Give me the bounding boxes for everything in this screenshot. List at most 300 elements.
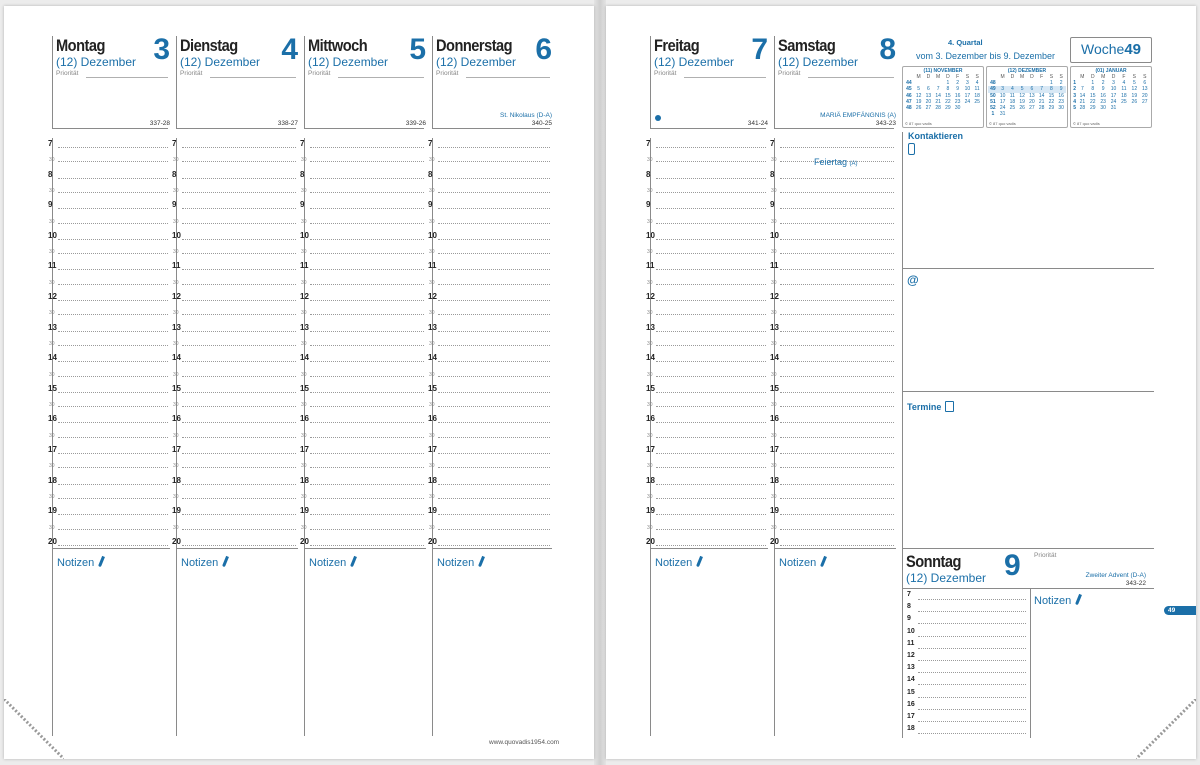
sunday-hour-line[interactable]: [918, 672, 1026, 673]
hour-line[interactable]: [438, 484, 550, 485]
mini-calendar-weekday: M: [1020, 74, 1025, 80]
hour-line[interactable]: [438, 239, 550, 240]
notes-label[interactable]: [309, 556, 355, 569]
day-note: MARIÄ EMPFÄNGNIS (A): [820, 112, 896, 119]
half-hour-label: 30: [771, 524, 777, 531]
mini-calendar-day: 30: [1058, 105, 1064, 112]
hour-line[interactable]: [780, 422, 894, 423]
hour-label: 7: [300, 139, 305, 148]
half-hour-line[interactable]: [656, 467, 766, 468]
half-hour-line[interactable]: [310, 437, 424, 438]
hour-line[interactable]: [310, 361, 424, 362]
half-hour-label: 30: [647, 371, 653, 378]
hour-label: 7: [428, 139, 433, 148]
hour-line[interactable]: [182, 208, 296, 209]
hour-line[interactable]: [438, 269, 550, 270]
half-hour-label: 30: [49, 524, 55, 531]
half-hour-line[interactable]: [438, 376, 550, 377]
hour-line[interactable]: [182, 239, 296, 240]
half-hour-label: 30: [173, 340, 179, 347]
hour-line[interactable]: [438, 208, 550, 209]
sunday-hour-line[interactable]: [918, 660, 1026, 661]
half-hour-label: 30: [429, 187, 435, 194]
half-hour-line[interactable]: [182, 223, 296, 224]
half-hour-line[interactable]: [310, 376, 424, 377]
sunday-hour-label: 10: [907, 627, 915, 635]
hour-line[interactable]: [58, 514, 168, 515]
half-hour-line[interactable]: [182, 345, 296, 346]
half-hour-label: 30: [49, 432, 55, 439]
hour-label: 9: [770, 200, 775, 210]
notes-column-divider: [304, 548, 305, 736]
half-hour-line[interactable]: [438, 529, 550, 530]
half-hour-label: 30: [429, 249, 435, 256]
hour-line[interactable]: [656, 361, 766, 362]
day-date: (12) Dezember: [56, 55, 137, 69]
mini-calendar-week: 2: [1073, 86, 1076, 93]
hour-label: 20: [172, 536, 181, 546]
half-hour-line[interactable]: [656, 253, 766, 254]
half-hour-line[interactable]: [58, 161, 168, 162]
quarter-title: 4. Quartal: [948, 38, 983, 47]
half-hour-line[interactable]: [182, 284, 296, 285]
half-hour-line[interactable]: [58, 437, 168, 438]
hour-line[interactable]: [656, 545, 766, 546]
hour-line[interactable]: [310, 269, 424, 270]
half-hour-line[interactable]: [182, 529, 296, 530]
hour-line[interactable]: [310, 147, 424, 148]
hour-line[interactable]: [780, 514, 894, 515]
half-hour-line[interactable]: [438, 284, 550, 285]
hour-label: 18: [300, 475, 309, 485]
hour-label: 14: [428, 353, 437, 363]
half-hour-label: 30: [49, 157, 55, 164]
hour-line[interactable]: [310, 422, 424, 423]
half-hour-line[interactable]: [182, 253, 296, 254]
half-hour-line[interactable]: [182, 376, 296, 377]
half-hour-label: 30: [771, 310, 777, 317]
mini-calendar-day: 7: [1080, 86, 1084, 93]
sunday-hour-line[interactable]: [918, 684, 1026, 685]
half-hour-line[interactable]: [58, 467, 168, 468]
mini-calendar-weekday: M: [1101, 74, 1106, 80]
mini-calendar-day: 29: [1089, 105, 1096, 112]
appointments-label: [907, 401, 954, 412]
mini-calendar-week: 50: [990, 92, 996, 99]
hour-line[interactable]: [656, 453, 766, 454]
half-hour-line[interactable]: [656, 498, 766, 499]
mini-calendar-weekday: M: [1080, 74, 1085, 80]
half-hour-line[interactable]: [438, 345, 550, 346]
hour-line[interactable]: [182, 453, 296, 454]
hour-line[interactable]: [438, 453, 550, 454]
half-hour-line[interactable]: [780, 376, 894, 377]
mini-calendar-day: 11: [1121, 86, 1127, 93]
hour-line[interactable]: [438, 361, 550, 362]
half-hour-line[interactable]: [310, 314, 424, 315]
half-hour-line[interactable]: [438, 253, 550, 254]
half-hour-line[interactable]: [310, 161, 424, 162]
hour-line[interactable]: [58, 331, 168, 332]
hour-label: 11: [300, 261, 309, 271]
friday-bullet: [655, 115, 661, 121]
hour-line[interactable]: [438, 300, 550, 301]
sunday-hour-line[interactable]: [918, 611, 1026, 612]
day-header: [180, 33, 300, 132]
hour-line[interactable]: [310, 453, 424, 454]
hour-line[interactable]: [310, 484, 424, 485]
mini-calendar-week: 48: [906, 105, 912, 112]
notes-label[interactable]: [655, 556, 701, 569]
hour-line[interactable]: [656, 422, 766, 423]
hour-line[interactable]: [182, 514, 296, 515]
mini-calendar-day: 20: [1141, 92, 1148, 99]
mini-calendar-day: 31: [999, 111, 1006, 118]
half-hour-line[interactable]: [58, 192, 168, 193]
half-hour-line[interactable]: [182, 161, 296, 162]
day-name: Donnerstag: [436, 36, 513, 55]
hour-line[interactable]: [310, 331, 424, 332]
hour-label: 13: [300, 322, 309, 332]
half-hour-line[interactable]: [58, 406, 168, 407]
half-hour-line[interactable]: [656, 192, 766, 193]
hour-line[interactable]: [182, 269, 296, 270]
hour-line[interactable]: [58, 361, 168, 362]
hour-line[interactable]: [58, 147, 168, 148]
half-hour-line[interactable]: [58, 223, 168, 224]
hour-line[interactable]: [780, 361, 894, 362]
half-hour-line[interactable]: [182, 467, 296, 468]
half-hour-line[interactable]: [656, 437, 766, 438]
hour-line[interactable]: [656, 484, 766, 485]
half-hour-line[interactable]: [656, 529, 766, 530]
hour-line[interactable]: [182, 422, 296, 423]
half-hour-label: 30: [173, 524, 179, 531]
half-hour-line[interactable]: [438, 161, 550, 162]
half-hour-line[interactable]: [656, 376, 766, 377]
hour-line[interactable]: [780, 484, 894, 485]
mini-calendar-week: 47: [906, 98, 912, 105]
priority-line: [210, 77, 296, 78]
half-hour-label: 30: [771, 340, 777, 347]
hour-label: 17: [646, 445, 655, 454]
half-hour-line[interactable]: [780, 467, 894, 468]
hour-line[interactable]: [182, 484, 296, 485]
mini-calendar-day: 24: [964, 98, 971, 105]
mini-calendar-week: 5: [1073, 105, 1076, 112]
hour-line[interactable]: [438, 147, 550, 148]
half-hour-line[interactable]: [656, 406, 766, 407]
hour-line[interactable]: [780, 239, 894, 240]
day-code: 338-27: [277, 120, 298, 127]
mini-calendar-week: 1: [1073, 80, 1076, 87]
half-hour-label: 30: [49, 371, 55, 378]
hour-line[interactable]: [310, 514, 424, 515]
half-hour-line[interactable]: [438, 437, 550, 438]
half-hour-line[interactable]: [438, 498, 550, 499]
corner-elastic-right: [1136, 699, 1196, 759]
sunday-hour-line[interactable]: [918, 648, 1026, 649]
half-hour-line[interactable]: [780, 345, 894, 346]
sunday-notes-label[interactable]: [1034, 594, 1080, 607]
half-hour-line[interactable]: [780, 498, 894, 499]
day-code: 343-22: [1125, 580, 1146, 587]
half-hour-line[interactable]: [310, 406, 424, 407]
mini-calendar-day: 3: [965, 80, 969, 87]
hour-label: 16: [646, 414, 655, 424]
hour-line[interactable]: [310, 545, 424, 546]
sunday-hour-line[interactable]: [918, 733, 1026, 734]
half-hour-line[interactable]: [58, 498, 168, 499]
holiday-text: Feiertag: [814, 157, 848, 167]
half-hour-line[interactable]: [58, 529, 168, 530]
mini-calendar-week: 45: [906, 86, 912, 93]
hour-line[interactable]: [182, 545, 296, 546]
week-box: [1070, 37, 1152, 63]
priority-label: Priorität: [308, 70, 331, 77]
half-hour-line[interactable]: [182, 498, 296, 499]
hour-label: 15: [428, 383, 437, 393]
hour-line[interactable]: [780, 208, 894, 209]
half-hour-line[interactable]: [780, 529, 894, 530]
mini-calendar-day: 11: [1009, 92, 1015, 99]
half-hour-line[interactable]: [58, 376, 168, 377]
hour-line[interactable]: [58, 422, 168, 423]
sunday-hour-label: 15: [907, 688, 915, 696]
hour-label: 12: [428, 292, 437, 301]
pen-icon: [98, 556, 105, 567]
mini-calendar-day: 18: [1009, 98, 1016, 105]
hour-line[interactable]: [58, 300, 168, 301]
notes-label[interactable]: [181, 556, 227, 569]
half-hour-label: 30: [173, 187, 179, 194]
half-hour-line[interactable]: [656, 345, 766, 346]
half-hour-line[interactable]: [438, 223, 550, 224]
mini-calendar-weekday: D: [1030, 74, 1034, 80]
mini-calendar-day: 10: [999, 92, 1006, 99]
day-name: Montag: [56, 36, 105, 55]
mini-calendar-weekday: F: [1040, 74, 1044, 80]
half-hour-line[interactable]: [656, 223, 766, 224]
half-hour-line[interactable]: [780, 406, 894, 407]
hour-line[interactable]: [58, 484, 168, 485]
hour-line[interactable]: [656, 269, 766, 270]
hour-line[interactable]: [780, 147, 894, 148]
website-url[interactable]: www.quovadis1954.com: [489, 739, 560, 746]
hour-line[interactable]: [182, 300, 296, 301]
half-hour-line[interactable]: [656, 161, 766, 162]
mini-calendar-footer: © 87 quo vadis: [989, 121, 1016, 126]
half-hour-line[interactable]: [780, 253, 894, 254]
hour-label: 10: [172, 230, 181, 240]
hour-line[interactable]: [58, 208, 168, 209]
half-hour-line[interactable]: [182, 437, 296, 438]
sunday-hour-line[interactable]: [918, 697, 1026, 698]
half-hour-line[interactable]: [780, 223, 894, 224]
half-hour-line[interactable]: [310, 192, 424, 193]
half-hour-line[interactable]: [656, 314, 766, 315]
hour-line[interactable]: [780, 331, 894, 332]
hour-line[interactable]: [58, 239, 168, 240]
hour-line[interactable]: [58, 269, 168, 270]
half-hour-line[interactable]: [182, 406, 296, 407]
hour-line[interactable]: [182, 331, 296, 332]
mini-calendar-day: 12: [1131, 86, 1138, 93]
notes-text: Notizen: [437, 557, 475, 569]
day-code: 343-23: [875, 120, 896, 127]
hour-line[interactable]: [656, 208, 766, 209]
hour-label: 13: [770, 322, 779, 332]
mini-calendar-day: 30: [954, 105, 961, 112]
notes-label[interactable]: [437, 556, 483, 569]
half-hour-line[interactable]: [310, 223, 424, 224]
half-hour-label: 30: [647, 524, 653, 531]
mini-calendar-day: [1017, 111, 1027, 117]
pen-icon: [222, 556, 229, 567]
hour-line[interactable]: [58, 392, 168, 393]
half-hour-line[interactable]: [310, 498, 424, 499]
half-hour-line[interactable]: [310, 529, 424, 530]
mini-calendar-week: 1: [991, 111, 995, 118]
hour-line[interactable]: [656, 514, 766, 515]
hour-line[interactable]: [58, 545, 168, 546]
hour-line[interactable]: [780, 545, 894, 546]
half-hour-label: 30: [173, 157, 179, 164]
mini-calendar-day: 1: [946, 80, 950, 87]
hour-line[interactable]: [780, 300, 894, 301]
mini-calendar-day: 2: [956, 80, 960, 87]
half-hour-label: 30: [173, 432, 179, 439]
week-label: Woche: [1081, 41, 1125, 57]
hour-line[interactable]: [656, 147, 766, 148]
half-hour-label: 30: [647, 187, 653, 194]
half-hour-line[interactable]: [58, 284, 168, 285]
half-hour-line[interactable]: [438, 467, 550, 468]
hour-line[interactable]: [780, 178, 894, 179]
half-hour-line[interactable]: [58, 314, 168, 315]
half-hour-line[interactable]: [310, 345, 424, 346]
hour-line[interactable]: [656, 178, 766, 179]
notes-label[interactable]: [57, 556, 103, 569]
notes-label[interactable]: [779, 556, 825, 569]
hour-line[interactable]: [656, 239, 766, 240]
half-hour-label: 30: [647, 279, 653, 286]
half-hour-line[interactable]: [58, 253, 168, 254]
mini-calendar-footer: © 87 quo vadis: [905, 121, 932, 126]
sunday-hour-line[interactable]: [918, 636, 1026, 637]
hour-line[interactable]: [656, 392, 766, 393]
hour-label: 19: [770, 506, 779, 516]
mini-calendar-weekday: D: [1090, 74, 1095, 80]
hour-line[interactable]: [780, 392, 894, 393]
day-date: (12) Dezember: [436, 55, 517, 69]
mini-calendar[interactable]: [902, 66, 984, 128]
hour-line[interactable]: [438, 178, 550, 179]
half-hour-line[interactable]: [780, 192, 894, 193]
sunday-hour-line[interactable]: [918, 721, 1026, 722]
hour-line[interactable]: [58, 453, 168, 454]
half-hour-label: 30: [49, 187, 55, 194]
mini-calendar-day: [1027, 111, 1037, 117]
half-hour-line[interactable]: [58, 345, 168, 346]
half-hour-label: 30: [301, 524, 307, 531]
hour-label: 9: [300, 200, 305, 210]
hour-line[interactable]: [182, 147, 296, 148]
priority-line: [466, 77, 550, 78]
hour-label: 14: [48, 353, 57, 363]
hour-label: 9: [48, 200, 53, 210]
hour-line[interactable]: [780, 453, 894, 454]
hour-line[interactable]: [310, 300, 424, 301]
mini-calendar-day: 20: [1029, 98, 1035, 105]
half-hour-line[interactable]: [438, 314, 550, 315]
mini-calendar-day: 2: [1059, 80, 1063, 87]
half-hour-label: 30: [173, 371, 179, 378]
half-hour-line[interactable]: [780, 437, 894, 438]
mini-calendar-day: 4: [975, 80, 979, 87]
half-hour-line[interactable]: [182, 314, 296, 315]
half-hour-line[interactable]: [310, 253, 424, 254]
half-hour-label: 30: [301, 402, 307, 409]
day-code: 337-28: [149, 120, 170, 127]
page-number-tab[interactable]: 49: [1164, 606, 1196, 615]
sunday-hour-line[interactable]: [918, 599, 1026, 600]
half-hour-line[interactable]: [780, 314, 894, 315]
hour-line[interactable]: [780, 269, 894, 270]
hour-line[interactable]: [438, 422, 550, 423]
half-hour-label: 30: [301, 340, 307, 347]
hour-line[interactable]: [438, 392, 550, 393]
mini-calendar-title: (12) DEZEMBER: [1007, 68, 1047, 74]
hour-line[interactable]: [58, 178, 168, 179]
hour-line[interactable]: [310, 208, 424, 209]
half-hour-line[interactable]: [438, 406, 550, 407]
hour-line[interactable]: [438, 545, 550, 546]
half-hour-line[interactable]: [780, 284, 894, 285]
half-hour-line[interactable]: [182, 192, 296, 193]
half-hour-line[interactable]: [310, 467, 424, 468]
sunday-hour-label: 17: [907, 713, 915, 720]
mini-calendar-day: [1129, 105, 1139, 111]
mini-calendar[interactable]: [1070, 66, 1152, 128]
hour-line[interactable]: [656, 331, 766, 332]
mini-calendar-day: 25: [974, 98, 980, 105]
hour-line[interactable]: [438, 514, 550, 515]
half-hour-line[interactable]: [656, 284, 766, 285]
half-hour-label: 30: [647, 402, 653, 409]
half-hour-line[interactable]: [438, 192, 550, 193]
mini-calendar-day: [1140, 105, 1150, 111]
half-hour-line[interactable]: [310, 284, 424, 285]
hour-line[interactable]: [656, 300, 766, 301]
sunday-hour-label: 13: [907, 664, 915, 672]
hour-line[interactable]: [438, 331, 550, 332]
hour-line[interactable]: [182, 392, 296, 393]
hour-line[interactable]: [182, 361, 296, 362]
day-header: [308, 33, 428, 132]
hour-line[interactable]: [182, 178, 296, 179]
hour-line[interactable]: [310, 239, 424, 240]
half-hour-label: 30: [49, 310, 55, 317]
half-hour-label: 30: [49, 218, 55, 225]
mini-calendar-weekday: S: [965, 74, 970, 80]
day-number: 3: [153, 33, 170, 66]
hour-line[interactable]: [310, 392, 424, 393]
hour-line[interactable]: [310, 178, 424, 179]
sunday-hour-line[interactable]: [918, 623, 1026, 624]
sunday-hour-line[interactable]: [918, 709, 1026, 710]
mini-calendar[interactable]: [986, 66, 1068, 128]
